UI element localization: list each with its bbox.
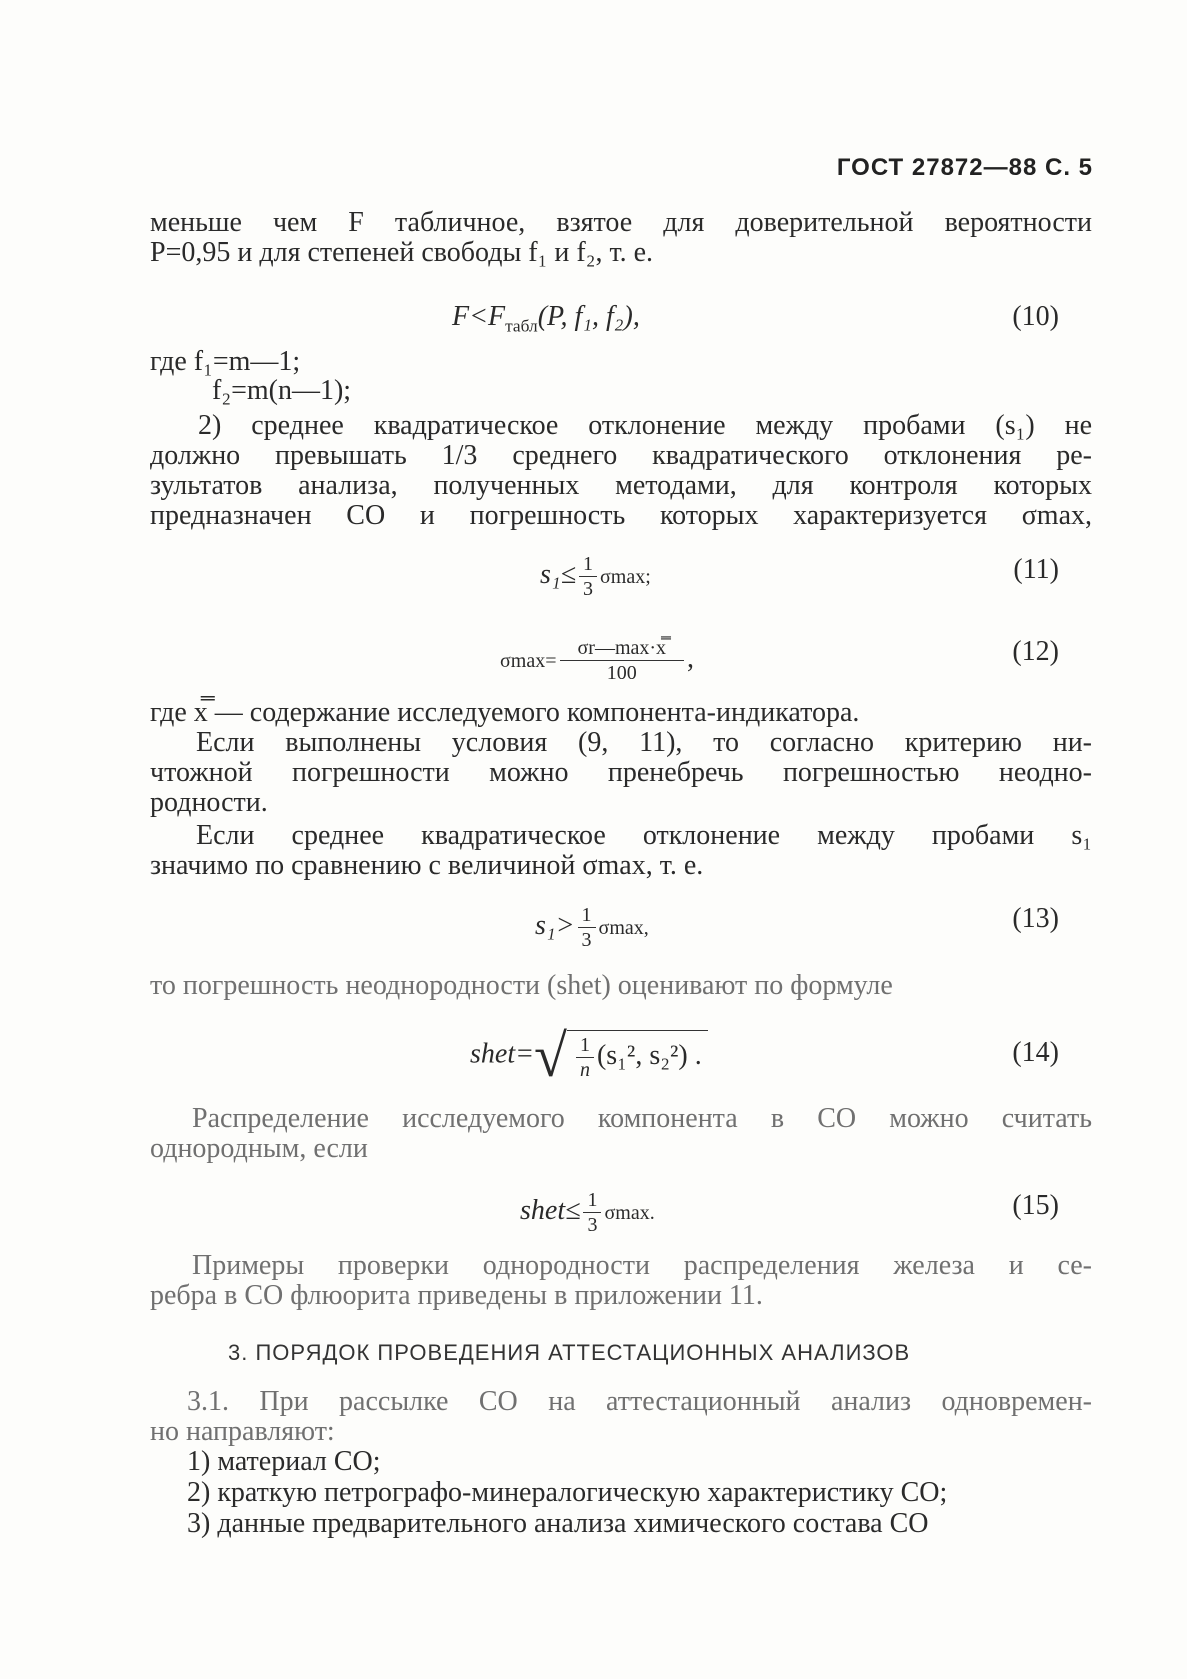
eq13-numerator: 1 xyxy=(581,904,592,926)
text-line: должно превышать 1/3 среднего квадратического отклонения ре- xyxy=(150,440,1092,471)
text-line: чтожной погрешности можно пренебречь погрешностью неодно- xyxy=(150,757,1092,788)
eq14-radicand xyxy=(567,1030,708,1082)
text-line: родности. xyxy=(150,787,268,818)
text-fragment: 2) среднее квадратическое отклонение между пробами (s₁) не xyxy=(198,410,1092,441)
eq15-denominator: 3 xyxy=(583,1212,601,1237)
text-line: меньше чем F табличное, взятое для доверительной вероятности xyxy=(150,207,1092,238)
eq15-lhs: shet≤ xyxy=(520,1194,581,1226)
eq12-fraction xyxy=(560,636,685,685)
eq12-numerator: σr—max·x̿ xyxy=(577,637,667,659)
eq13-tail: σmax, xyxy=(598,916,649,939)
eq13-fraction xyxy=(578,903,596,952)
eq15-fraction xyxy=(583,1188,601,1237)
eq11-denominator: 3 xyxy=(579,576,597,601)
text-line: Распределение исследуемого компонента в СО можно считать xyxy=(192,1103,1092,1134)
text-line: P=0,95 и для степеней свободы f₁ и f₂, т. е. xyxy=(150,237,654,268)
equation-10 xyxy=(452,301,640,343)
equation-number-13: (13) xyxy=(1012,903,1059,934)
eq10-args: (P, f₁, f₂), xyxy=(537,301,640,332)
eq14-fraction xyxy=(576,1033,594,1082)
equation-13 xyxy=(535,903,649,952)
eq11-fraction xyxy=(579,552,597,601)
eq14-numerator: 1 xyxy=(579,1034,590,1056)
eq12-lhs: σmax= xyxy=(500,649,557,672)
equation-number-15: (15) xyxy=(1012,1190,1059,1221)
text-line: но направляют: xyxy=(150,1416,335,1447)
eq10-lhs: F<F xyxy=(452,301,506,332)
page-header: ГОСТ 27872—88 С. 5 xyxy=(836,154,1093,181)
list-item: 3) данные предварительного анализа химического состава СО xyxy=(187,1508,929,1539)
equation-number-12: (12) xyxy=(1012,636,1059,667)
eq15-numerator: 1 xyxy=(587,1189,598,1211)
list-item: 2) краткую петрографо-минералогическую характеристику СО; xyxy=(187,1477,948,1508)
eq11-numerator: 1 xyxy=(583,553,593,575)
eq12-denominator: 100 xyxy=(560,660,685,685)
eq14-tail: (s₁², s₂²) . xyxy=(596,1039,702,1071)
eq14-denominator: n xyxy=(576,1057,594,1082)
text-line: Примеры проверки однородности распределения железа и се- xyxy=(192,1250,1092,1281)
equation-11 xyxy=(540,552,651,601)
equation-15 xyxy=(520,1188,655,1237)
text-line: Если среднее квадратическое отклонение между пробами s₁ xyxy=(196,820,1092,851)
eq11-tail: σmax; xyxy=(600,565,651,588)
text-line: Если выполнены условия (9, 11), то согласно критерию ни- xyxy=(196,727,1092,758)
text-line: значимо по сравнению с величиной σmax, т. е. xyxy=(150,850,704,881)
text-line: ребра в СО флюорита приведены в приложении 11. xyxy=(150,1280,763,1311)
eq13-lhs: s₁> xyxy=(535,909,575,941)
equation-number-14: (14) xyxy=(1012,1037,1059,1068)
section-title: 3. ПОРЯДОК ПРОВЕДЕНИЯ АТТЕСТАЦИОННЫХ АНАЛИЗОВ xyxy=(228,1340,911,1365)
square-root-symbol: √ xyxy=(534,1023,567,1089)
text-line: зультатов анализа, полученных методами, для контроля которых xyxy=(150,470,1092,501)
eq15-tail: σmax. xyxy=(604,1201,655,1224)
text-line: где x̿ — содержание исследуемого компонента-индикатора. xyxy=(150,697,860,728)
eq14-lhs: shet= xyxy=(470,1038,534,1070)
eq11-lhs: s₁≤ xyxy=(540,558,576,590)
equation-number-11: (11) xyxy=(1013,554,1059,585)
text-line: где f₁=m—1; xyxy=(150,346,301,377)
eq12-tail: , xyxy=(687,642,695,674)
eq10-sub: табл xyxy=(505,316,538,336)
text-line: то погрешность неоднородности (shet) оценивают по формуле xyxy=(150,970,893,1001)
text-line: 3.1. При рассылке СО на аттестационный анализ одновремен- xyxy=(187,1386,1092,1417)
eq13-denominator: 3 xyxy=(578,927,596,952)
list-item: 1) материал СО; xyxy=(187,1446,381,1477)
equation-14 xyxy=(470,1023,708,1089)
equation-12 xyxy=(500,636,694,685)
text-line xyxy=(150,410,1092,442)
equation-number-10: (10) xyxy=(1012,301,1059,332)
text-line: предназначен СО и погрешность которых характеризуется σmax, xyxy=(150,500,1092,531)
text-line: однородным, если xyxy=(150,1133,368,1164)
text-line: f₂=m(n—1); xyxy=(212,375,352,406)
